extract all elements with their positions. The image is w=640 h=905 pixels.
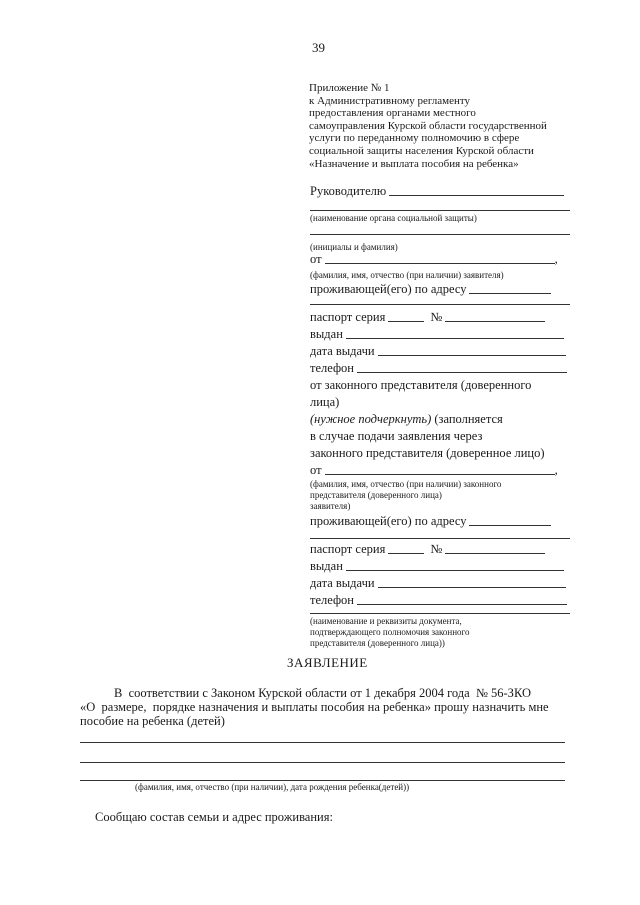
rep-hint-3: заявителя) [310, 501, 351, 511]
phone-field[interactable] [357, 371, 567, 373]
rep-comma: , [554, 463, 558, 477]
from-label: от [310, 252, 322, 266]
rep-phone-field[interactable] [357, 603, 567, 605]
address-continuation-line[interactable] [310, 304, 570, 305]
rep-issued-label: выдан [310, 559, 343, 573]
rep-passport-number-label: № [430, 542, 443, 556]
doc-hint-3: представителя (доверенного лица)) [310, 638, 445, 648]
passport-row [310, 310, 545, 325]
rep-document-line[interactable] [310, 613, 570, 614]
rep-issue-date-label: дата выдачи [310, 576, 375, 590]
appendix-line: самоуправления Курской области государственной [309, 119, 547, 132]
rep-from-row [310, 463, 558, 478]
head-label: Руководителю [310, 184, 387, 198]
phone-row [310, 361, 567, 376]
head-row [310, 184, 564, 199]
rep-line-5: законного представителя (доверенное лицо) [310, 446, 545, 460]
child-line-2[interactable] [80, 762, 565, 763]
page-number: 39 [312, 40, 325, 55]
head-initials-line[interactable] [310, 234, 570, 235]
statement-line-3: пособие на ребенка (детей) [80, 714, 225, 728]
rep-passport-series-label: паспорт серия [310, 542, 386, 556]
rep-issue-date-row [310, 576, 566, 591]
family-composition-line: Сообщаю состав семьи и адрес проживания: [95, 810, 333, 824]
appendix-line: предоставления органами местного [309, 107, 476, 120]
head-org-hint: (наименование органа социальной защиты) [310, 213, 477, 223]
head-name-field[interactable] [389, 194, 564, 196]
statement-line-1: В соответствии с Законом Курской области от 1 декабря 2004 года № 56-ЗКО [114, 686, 531, 700]
rep-note-italic: (нужное подчеркнуть) [310, 412, 432, 426]
rep-phone-label: телефон [310, 593, 354, 607]
rep-address-continuation-line[interactable] [310, 538, 570, 539]
applicant-hint: (фамилия, имя, отчество (при наличии) заявителя) [310, 270, 504, 280]
child-hint: (фамилия, имя, отчество (при наличии), дата рождения ребенка(детей)) [135, 782, 410, 792]
rep-address-row [310, 514, 551, 529]
issue-date-row [310, 344, 566, 359]
rep-line-2: лица) [310, 395, 340, 409]
doc-hint-2: подтверждающего полномочия законного [310, 627, 470, 637]
rep-issue-date-field[interactable] [378, 586, 566, 588]
appendix-line: «Назначение и выплата пособия на ребенка» [309, 157, 519, 170]
child-line-1[interactable] [80, 742, 565, 743]
passport-number-label: № [430, 310, 443, 324]
rep-from-label: от [310, 463, 322, 477]
from-row [310, 252, 558, 267]
rep-issued-row [310, 559, 564, 574]
appendix-header [309, 82, 547, 170]
applicant-name-field[interactable] [325, 262, 555, 264]
statement-title: ЗАЯВЛЕНИЕ [287, 655, 368, 670]
phone-label: телефон [310, 361, 354, 375]
address-field[interactable] [469, 292, 551, 294]
appendix-line: услуги по переданному полномочию в сфере [309, 132, 520, 145]
address-row [310, 282, 551, 297]
issue-date-label: дата выдачи [310, 344, 375, 358]
rep-passport-series-field[interactable] [388, 552, 424, 554]
rep-hint-1: (фамилия, имя, отчество (при наличии) законного [310, 479, 502, 489]
rep-name-field[interactable] [325, 473, 555, 475]
passport-series-label: паспорт серия [310, 310, 386, 324]
rep-line-4: в случае подачи заявления через [310, 429, 483, 443]
issued-field[interactable] [346, 337, 564, 339]
rep-note-rest: (заполняется [431, 412, 503, 426]
rep-line-1: от законного представителя (доверенного [310, 378, 532, 392]
from-comma: , [554, 252, 558, 266]
statement-line-2: «О размере, порядке назначения и выплаты пособия на ребенка» прошу назначить мне [80, 700, 549, 714]
rep-issued-field[interactable] [346, 569, 564, 571]
appendix-line: к Административному регламенту [309, 94, 471, 107]
passport-number-field[interactable] [445, 320, 545, 322]
rep-passport-row [310, 542, 545, 557]
rep-note-row [310, 412, 503, 427]
rep-hint-2: представителя (доверенного лица) [310, 490, 442, 500]
rep-phone-row [310, 593, 567, 608]
initials-hint: (инициалы и фамилия) [310, 242, 398, 252]
issue-date-field[interactable] [378, 354, 566, 356]
passport-series-field[interactable] [388, 320, 424, 322]
rep-address-field[interactable] [469, 524, 551, 526]
issued-row [310, 327, 564, 342]
doc-hint-1: (наименование и реквизиты документа, [310, 616, 462, 626]
appendix-line: социальной защиты населения Курской области [309, 144, 534, 157]
appendix-line: Приложение № 1 [309, 82, 390, 94]
child-line-3[interactable] [80, 780, 565, 781]
head-org-line[interactable] [310, 210, 570, 211]
issued-label: выдан [310, 327, 343, 341]
rep-address-label: проживающей(его) по адресу [310, 514, 467, 528]
rep-passport-number-field[interactable] [445, 552, 545, 554]
address-label: проживающей(его) по адресу [310, 282, 467, 296]
